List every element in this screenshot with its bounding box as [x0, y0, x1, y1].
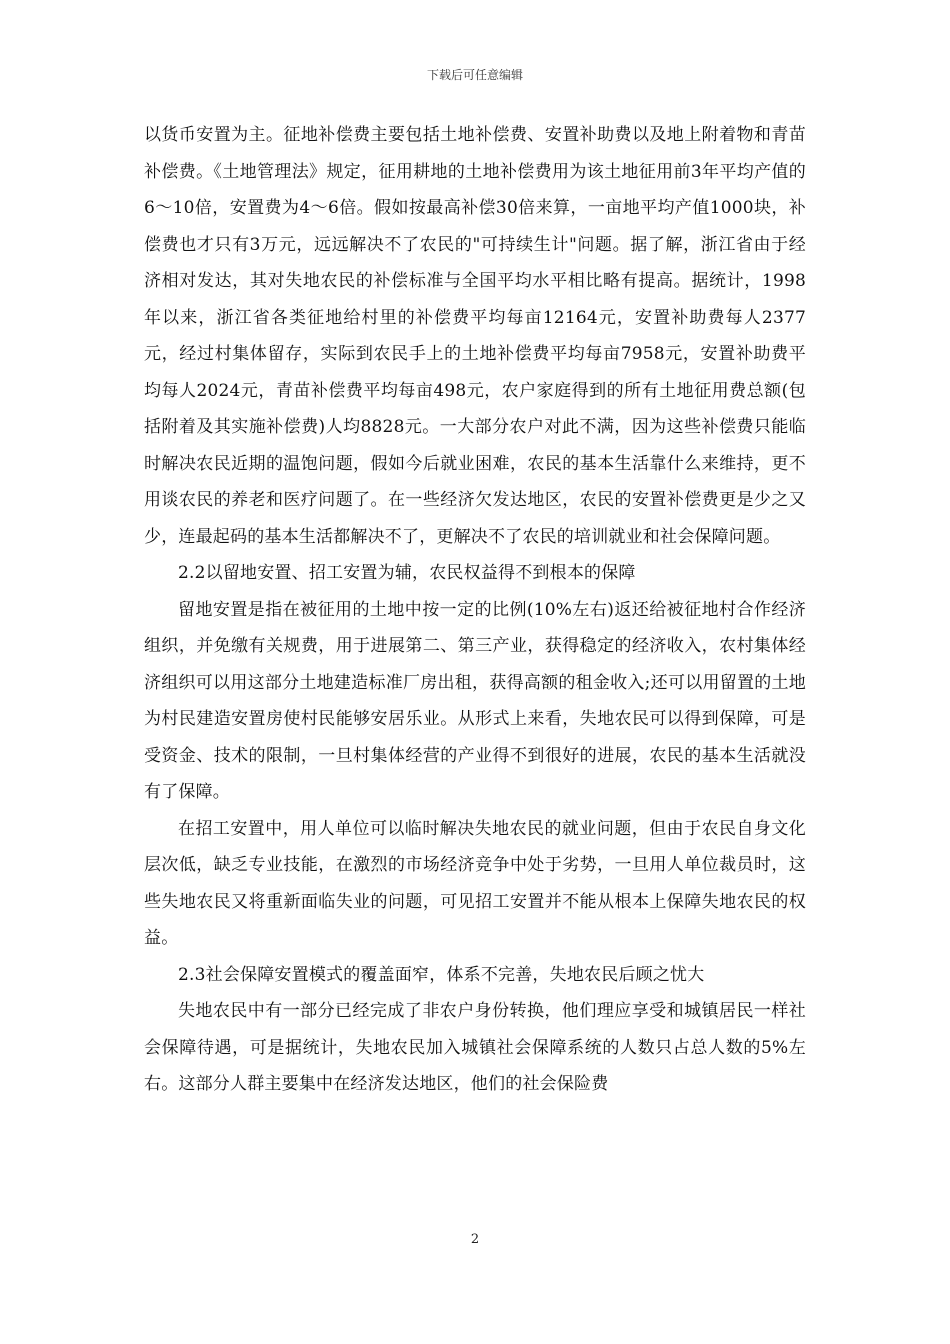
page-number: 2 [470, 1232, 480, 1247]
paragraph-recruitment: 在招工安置中，用人单位可以临时解决失地农民的就业问题，但由于农民自身文化层次低，缺乏专业技能，在激烈的市场经济竞争中处于劣势，一旦用人单位裁员时，这些失地农民又将重新面临失业的问题，可见招工安置并不能从根本上保障失地农民的权益。 [144, 818, 806, 948]
document-body [144, 117, 806, 1103]
paragraph-compensation: 以货币安置为主。征地补偿费主要包括土地补偿费、安置补助费以及地上附着物和青苗补偿费。《土地管理法》规定，征用耕地的土地补偿费用为该土地征用前3年平均产值的6～10倍，安置费为4～6倍。假如按最高补偿30倍来算，一亩地平均产值1000块，补偿费也才只有3万元，远远解决不了农民的"可持续生计"问题。据了解，浙江省由于经济相对发达，其对失地农民的补偿标准与全国平均水平相比略有提高。据统计，1998年以来，浙江省各类征地给村里的补偿费平均每亩12164元，安置补助费每人2377元，经过村集体留存，实际到农民手上的土地补偿费平均每亩7958元，安置补助费平均每人2024元，青苗补偿费平均每亩498元，农户家庭得到的所有土地征用费总额(包括附着及其实施补偿费)人均8828元。一大部分农户对此不满，因为这些补偿费只能临时解决农民近期的温饱问题，假如今后就业困难，农民的基本生活靠什么来维持，更不用谈农民的养老和医疗问题了。在一些经济欠发达地区，农民的安置补偿费更是少之又少，连最起码的基本生活都解决不了，更解决不了农民的培训就业和社会保障问题。 [144, 125, 806, 547]
paragraph-land-retention: 留地安置是指在被征用的土地中按一定的比例(10%左右)返还给被征地村合作经济组织，并免缴有关规费，用于进展第二、第三产业，获得稳定的经济收入，农村集体经济组织可以用这部分土地建造标准厂房出租，获得高额的租金收入;还可以用留置的土地为村民建造安置房使村民能够安居乐业。从形式上来看，失地农民可以得到保障，可是受资金、技术的限制，一旦村集体经营的产业得不到很好的进展，农民的基本生活就没有了保障。 [144, 599, 806, 802]
page-header: 下载后可任意编辑 [426, 68, 523, 82]
section-heading-2-3: 2.3社会保障安置模式的覆盖面窄，体系不完善，失地农民后顾之忧大 [178, 964, 705, 985]
paragraph-social-security: 失地农民中有一部分已经完成了非农户身份转换，他们理应享受和城镇居民一样社会保障待遇，可是据统计，失地农民加入城镇社会保障系统的人数只占总人数的5%左右。这部分人群主要集中在经济发达地区，他们的社会保险费 [144, 1001, 806, 1094]
section-heading-2-2: 2.2以留地安置、招工安置为辅，农民权益得不到根本的保障 [178, 563, 636, 583]
